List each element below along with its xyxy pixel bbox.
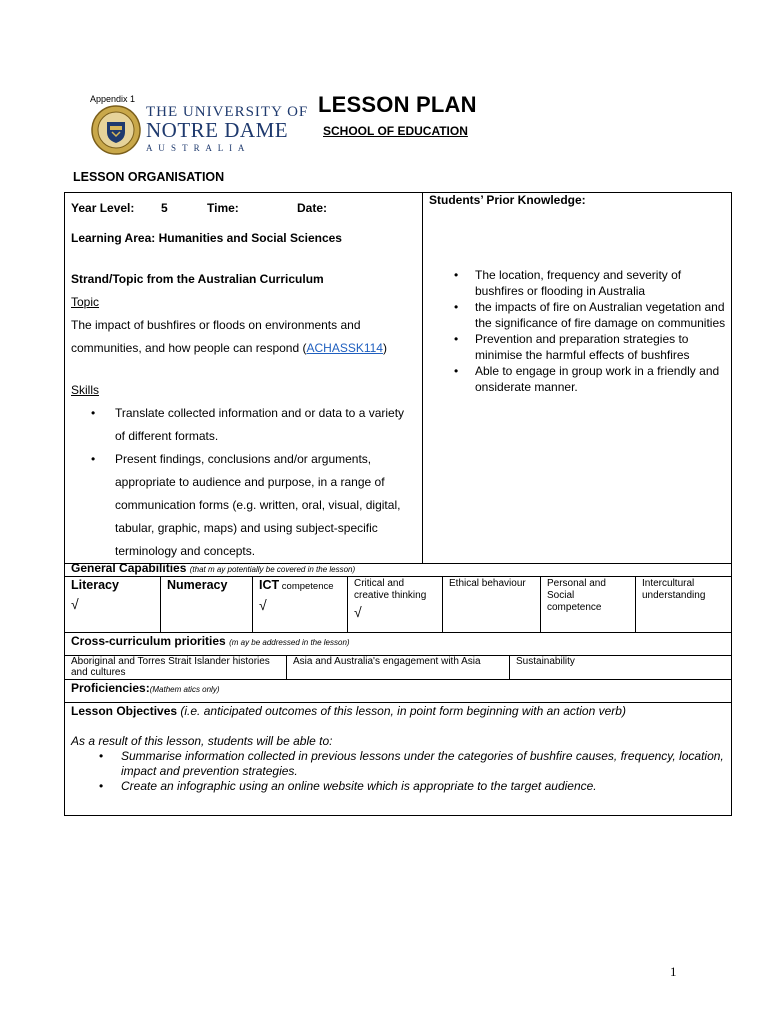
time-label: Time: [207, 201, 239, 215]
aboriginal-cell: Aboriginal and Torres Strait Islander histories and cultures [65, 656, 287, 680]
prior-knowledge-list [429, 267, 727, 395]
objectives-heading-line [71, 704, 731, 719]
page-number: 1 [670, 964, 677, 979]
curriculum-cell [65, 193, 423, 564]
objectives-list [71, 749, 731, 794]
ict-cell [253, 577, 348, 633]
proficiencies-title: Proficiencies: [71, 681, 150, 695]
general-capabilities-note: (that m ay potentially be covered in the lesson) [189, 565, 356, 574]
literacy-cell [65, 577, 161, 633]
year-time-date-row [71, 197, 417, 220]
objectives-title: Lesson Objectives [71, 704, 178, 718]
topic-close: ) [382, 341, 387, 355]
curriculum-code-link[interactable]: ACHASSK114 [306, 341, 383, 355]
personal-social-cell [541, 577, 636, 633]
list-item: • Able to engage in group work in a friendly and onsiderate manner. [429, 363, 727, 395]
general-capabilities-title: General Capabilities [71, 561, 187, 575]
organisation-table [64, 192, 732, 564]
proficiencies-note: (Mathem atics only) [149, 685, 220, 694]
ict-tick: √ [259, 597, 267, 613]
topic-description [71, 314, 417, 360]
cross-curriculum-title: Cross-curriculum priorities [71, 634, 226, 648]
objectives-note: (i.e. anticipated outcomes of this lesson, in point form beginning with an action verb) [177, 704, 626, 718]
cross-curriculum-table [64, 655, 732, 680]
ict-label: ICT [259, 578, 280, 592]
page-subtitle: SCHOOL OF EDUCATION [323, 124, 468, 138]
list-item: • the impacts of fire on Australian vegetation and the significance of fire damage on communities [429, 299, 727, 331]
lesson-objectives-box [64, 703, 732, 816]
intercultural-cell [636, 577, 732, 633]
numeracy-label: Numeracy [167, 578, 228, 592]
ethical-cell [443, 577, 541, 633]
logo-text-line2: NOTRE DAME [146, 118, 289, 142]
numeracy-cell [161, 577, 253, 633]
date-label: Date: [297, 201, 328, 215]
section-heading: LESSON ORGANISATION [73, 170, 225, 184]
personal-social-label: Personal and Social competence [547, 578, 606, 613]
learning-area: Learning Area: Humanities and Social Sciences [71, 231, 342, 245]
topic-text: The impact of bushfires or floods on environments and communities, and how people can respond ( [71, 318, 361, 355]
year-level-value: 5 [161, 201, 168, 215]
ethical-label: Ethical behaviour [449, 578, 526, 589]
asia-cell: Asia and Australia's engagement with Asia [287, 656, 510, 680]
general-capabilities-heading [64, 557, 732, 576]
skills-list [71, 402, 417, 563]
topic-label: Topic [71, 295, 100, 309]
strand-heading: Strand/Topic from the Australian Curriculum [71, 272, 324, 286]
year-level-label: Year Level: [71, 201, 135, 215]
list-item: • Translate collected information and or data to a variety of different formats. [71, 402, 417, 448]
cross-curriculum-note: (m ay be addressed in the lesson) [229, 638, 350, 647]
list-item: • Present findings, conclusions and/or arguments, appropriate to audience and purpose, in a range of communication forms (e.g. written, oral, visual, digital, tabular, graphic, maps) and using subject-specific terminology and concepts. [71, 448, 417, 563]
logo-text-line3: A U S T R A L I A [146, 143, 247, 153]
appendix-label: Appendix 1 [90, 94, 136, 104]
literacy-tick: √ [71, 596, 79, 612]
general-capabilities-table [64, 576, 732, 633]
critical-thinking-cell [348, 577, 443, 633]
prior-knowledge-cell [423, 193, 732, 564]
critical-thinking-label: Critical and creative thinking [354, 578, 427, 601]
cross-curriculum-heading [64, 632, 732, 656]
critical-thinking-tick: √ [354, 604, 362, 620]
ict-suffix: competence [279, 581, 334, 592]
list-item: • Create an infographic using an online website which is appropriate to the target audience. [71, 779, 731, 794]
list-item: • The location, frequency and severity of bushfires or flooding in Australia [429, 267, 727, 299]
list-item: • Prevention and preparation strategies to minimise the harmful effects of bushfires [429, 331, 727, 363]
proficiencies-row [64, 680, 732, 703]
page-title: LESSON PLAN [318, 92, 477, 117]
list-item: • Summarise information collected in previous lessons under the categories of bushfire causes, frequency, location, impact and prevention strategies. [71, 749, 731, 779]
intercultural-label: Intercultural understanding [642, 578, 706, 601]
literacy-label: Literacy [71, 578, 119, 592]
prior-knowledge-heading: Students’ Prior Knowledge: [429, 193, 586, 207]
logo-text-line1: THE UNIVERSITY OF [146, 104, 309, 120]
sustainability-cell: Sustainability [510, 656, 732, 680]
objectives-intro: As a result of this lesson, students will be able to: [71, 734, 333, 748]
skills-label: Skills [71, 383, 100, 397]
